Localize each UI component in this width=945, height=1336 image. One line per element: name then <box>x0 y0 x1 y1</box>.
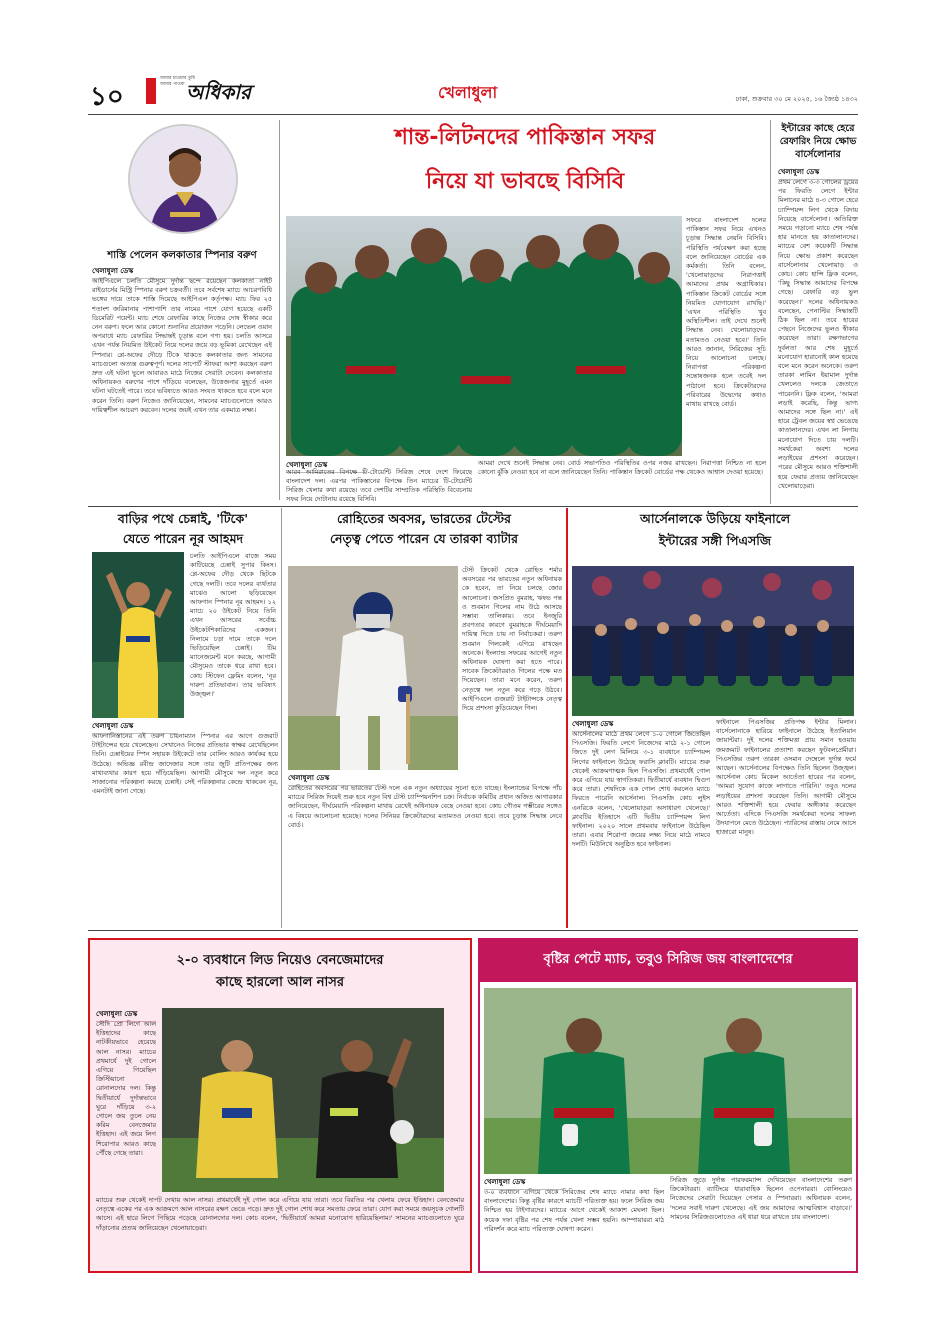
lead-side-body: সফরে বাংলাদেশ দলের পাকিস্তান সফর নিয়ে এখনও চূড়ান্ত সিদ্ধান্ত নেয়নি বিসিবি। পরিস্থিতি পর্যবেক্ষণ করা হচ্ছে বলে জানিয়েছেন বোর্ডের এক কর্মকর্তা। তিনি বলেন, 'খেলোয়াড়দের নিরাপত্তাই আমাদের প্রথম অগ্রাধিকার। পাকিস্তান ক্রিকেট বোর্ডের সঙ্গে নিয়মিত যোগাযোগ রাখছি।' 'এখন পরিস্থিতি খুব অস্থিতিশীল। তাই দেখে শুনেই সিদ্ধান্ত নেব। খেলোয়াড়দের মতামতও নেওয়া হবে।' তিনি আরও জানান, সিরিজের সূচি নিয়ে আলোচনা চলছে। নিরাপত্তা পরিকল্পনা সন্তোষজনক হলে তবেই দল পাঠানো হবে। ক্রিকেটারদের পরিবারের উদ্বেগের কথাও মাথায় রাখছে বোর্ড। <box>686 216 766 409</box>
alnassr-side-body: সৌদি প্রো লিগে আল ইত্তিহাদের কাছে নাটকীয়ভাবে হেরেছে আল নাসর। ম্যাচের প্রথমার্ধে দুই গোলে এগিয়ে গিয়েছিল ক্রিস্টিয়ানো রোনালদোর দল। কিন্তু দ্বিতীয়ার্ধে দুর্দান্তভাবে ঘুরে দাঁড়িয়ে ৩-২ গোলে জয় তুলে নেয় করিম বেনজেমার ইত্তিহাদ। এই জয়ে লিগ শিরোপার আরও কাছে পৌঁছে গেছে তারা। <box>96 1020 156 1157</box>
rohit-desk: খেলাধুলা ডেস্ক <box>288 772 378 786</box>
psg-body-right: ফাইনালে পিএসজির প্রতিপক্ষ ইন্টার মিলান। বার্সেলোনাকে হারিয়ে ফাইনালে উঠেছে ইতালিয়ান জায়ান্টরা। দুই দলের শক্তিমত্তা প্রায় সমান হওয়ায় জমজমাট ফাইনালের প্রত্যাশা করছেন ফুটবলপ্রেমীরা। পিএসজির তরুণ তারকা ওসমান দেম্বেলে দুর্দান্ত ফর্মে আছেন। আর্সেনালের বিপক্ষেও তিনি ছিলেন উজ্জ্বল। আর্সেনাল কোচ মিকেল আর্তেতা হারের পর বলেন, 'আমরা সুযোগ কাজে লাগাতে পারিনি।' তবুও দলের লড়াইয়ের প্রশংসা করেছেন তিনি। আগামী মৌসুমে আরও শক্তিশালী হয়ে ফেরার অঙ্গীকার করেছেন আর্তেতা। এদিকে পিএসজি সমর্থকেরা দলের সাফল্য উদযাপনে মেতে উঠেছেন। প্যারিসের রাস্তায় নেমে আসে হাজারো মানুষ। <box>716 718 856 837</box>
cricketer-portrait <box>130 126 238 234</box>
lead-bottom-body: আমরা দেখে শুনেই সিদ্ধান্ত নেব। বোর্ড সভাপতিও পরিস্থিতির ওপর নজর রাখছেন। নিরাপত্তা নিশ্চিত না হলে কোনো ঝুঁকি নেওয়া হবে না বলে জানিয়েছেন তিনি। পাকিস্তান ক্রিকেট বোর্ডের পক্ষ থেকেও আশ্বাস দেওয়া হয়েছে। <box>478 459 766 476</box>
batter-photo <box>288 566 458 770</box>
team-huddle-photo <box>286 216 682 456</box>
bowler-celebration-photo <box>92 552 184 718</box>
lead-photo <box>286 216 682 456</box>
noor-desk: খেলাধুলা ডেস্ক <box>92 720 178 734</box>
rohit-headline-1: রোহিতের অবসর, ভারতের টেস্টের <box>337 511 511 526</box>
team-celebration-photo <box>572 566 854 716</box>
psg-desk: খেলাধুলা ডেস্ক <box>572 718 710 732</box>
rohit-headline-2: নেতৃত্ব পেতে পারেন যে তারকা ব্যাটার <box>329 531 519 546</box>
alnassr-bottom-body: ম্যাচের শুরু থেকেই দাপট দেখায় আল নাসর। প্রথমার্ধেই দুই গোল করে এগিয়ে যায় তারা। তবে বিরতির পর খেলায় ফেরে ইত্তিহাদ। বেনজেমার নেতৃত্বে একের পর এক আক্রমণে আল নাসরের রক্ষণ ভেঙে পড়ে। দ্রুত দুই গোল শোধ করে সমতায় ফেরে তারা। যোগ করা সময়ে জয়সূচক গোলটি আসে। এই হারে লিগে পিছিয়ে পড়েছে রোনালদোর দল। কোচ বলেন, 'দ্বিতীয়ার্ধে আমরা মনোযোগ হারিয়েছিলাম।' সামনের ম্যাচগুলোতে ঘুরে দাঁড়ানোর প্রত্যয় জানিয়েছেন খেলোয়াড়েরা। <box>96 1196 464 1232</box>
alnassr-headline-1: ২-০ ব্যবধানে লিড নিয়েও বেনজেমাদের <box>176 953 384 968</box>
alnassr-photo <box>162 1008 444 1192</box>
rohit-side-body: টেস্ট ক্রিকেট থেকে রোহিত শর্মার অবসরের পর ভারতের নতুন অধিনায়ক কে হবেন, তা নিয়ে চলছে জোর আলোচনা। জসপ্রিত বুমরাহ, ঋষভ পন্ত ও শুবমান গিলের নাম উঠে আসছে সম্ভাব্য তালিকায়। তবে ইনজুরি প্রবণতার কারণে বুমরাহকে দীর্ঘমেয়াদি দায়িত্ব দিতে চায় না নির্বাচকরা। তরুণ শুবমান গিলকেই এগিয়ে রাখছেন অনেকে। ইংল্যান্ড সফরের আগেই নতুন অধিনায়ক ঘোষণা করা হতে পারে। সাবেক ক্রিকেটাররাও গিলের পক্ষে মত দিয়েছেন। তারা মনে করেন, তরুণ নেতৃত্বে দল নতুন করে গড়ে উঠবে। আইপিএলে গুজরাট টাইটান্সকে নেতৃত্ব দিয়ে প্রশংসা কুড়িয়েছেন গিল। <box>462 566 562 713</box>
rohit-bottom-body: রোহিতের অবসরের পর ভারতের টেস্ট দলে এক নতুন অধ্যায়ের সূচনা হতে যাচ্ছে। ইংল্যান্ডের বিপক্ষে পাঁচ ম্যাচের সিরিজ দিয়েই শুরু হবে নতুন বিশ্ব টেস্ট চ্যাম্পিয়নশিপ চক্র। নির্বাচক কমিটির প্রধান অজিত আগারকার জানিয়েছেন, দীর্ঘমেয়াদি পরিকল্পনা মাথায় রেখেই অধিনায়ক বেছে নেওয়া হবে। কোচ গৌতম গম্ভীরের সঙ্গেও এ বিষয়ে আলোচনা হয়েছে। দলের সিনিয়র ক্রিকেটারদের মতামতও নেওয়া হবে। তবে চূড়ান্ত সিদ্ধান্ত নেবে বোর্ড। <box>288 784 562 829</box>
profile-body: আইপিএলে চলতি মৌসুমে দুর্দান্ত ছন্দে রয়েছেন কলকাতা নাইট রাইডার্সের মিস্ট্রি স্পিনার বরুণ চক্রবর্তী। তবে সর্বশেষ ম্যাচে আচরণবিধি ভঙ্গের দায়ে তাকে শাস্তি দিয়েছে আইপিএল কর্তৃপক্ষ। ম্যাচ ফির ২৫ শতাংশ জরিমানার পাশাপাশি তার নামের পাশে যোগ হয়েছে একটি ডিমেরিট পয়েন্ট। ম্যাচ শেষে রেফারির কাছে নিজের দোষ স্বীকার করে নেন বরুণ। ফলে আর কোনো শুনানির প্রয়োজন পড়েনি। লেভেল ওয়ান অপরাধে ম্যাচ রেফারির সিদ্ধান্তই চূড়ান্ত বলে গণ্য হয়। চলতি আসরে এখন পর্যন্ত নিয়মিত উইকেট নিয়ে দলের জয়ে বড় ভূমিকা রেখেছেন এই স্পিনার। প্লে-অফের দৌড়ে টিকে থাকতে কলকাতার জন্য সামনের ম্যাচগুলো অত্যন্ত গুরুত্বপূর্ণ। দলের সাপোর্ট স্টাফরা আশা করছেন বরুণ দ্রুত এই ঘটনা ভুলে আবারও মাঠে নিজের সেরাটা দেবেন। কলকাতার অধিনায়কও বরুণের পাশে দাঁড়িয়ে বলেছেন, উত্তেজনার মুহূর্তে এমন ঘটনা ঘটতেই পারে। তবে ভবিষ্যতে আরও সংযত থাকতে হবে বলে মনে করেন তিনি। বরুণ নিজেও জানিয়েছেন, সামনের ম্যাচগুলোতে আরও দায়িত্বশীল আচরণ করবেন। দলের জয়ই এখন তার একমাত্র লক্ষ্য। <box>92 277 272 414</box>
psg-headline-2: ইন্টারের সঙ্গী পিএসজি <box>658 533 772 548</box>
noor-photo <box>92 552 184 718</box>
right-desk: খেলাধুলা ডেস্ক <box>778 166 858 180</box>
col-divider-4 <box>566 508 568 928</box>
row-divider-1 <box>88 506 858 507</box>
masthead-rule <box>88 114 858 115</box>
noor-bottom-body: আফগানিস্তানের এই তরুণ চায়নাম্যান স্পিনার এর আগে গুজরাট টাইটান্সের হয়ে খেলেছেন। সেখানেও নিজের প্রতিভার স্বাক্ষর রেখেছিলেন তিনি। চেন্নাইয়ের স্পিন সহায়ক উইকেটে তার বোলিং আরও কার্যকর হয়ে উঠেছে। অভিজ্ঞ রবীন্দ্র জাদেজার সঙ্গে তার জুটি প্রতিপক্ষের জন্য মাথাব্যথার কারণ হয়ে দাঁড়িয়েছিল। আগামী মৌসুমে দল নতুন করে সাজানোর পরিকল্পনা করছে চেন্নাই। সেই পরিকল্পনার কেন্দ্রে থাকবেন নূর, এমনটাই জানা গেছে। <box>92 732 278 796</box>
col-divider-2 <box>770 120 771 504</box>
bangladesh-headline: বৃষ্টির পেটে ম্যাচ, তবুও সিরিজ জয় বাংলাদেশের <box>543 952 793 967</box>
psg-body-left: আর্সেনালের মাঠে প্রথম লেগে ১-০ গোলে জিতেছিল পিএসজি। ফিরতি লেগে নিজেদের মাঠে ২-১ গোলে জিতে দুই লেগ মিলিয়ে ৩-১ ব্যবধানে চ্যাম্পিয়ন্স লিগের ফাইনালে উঠেছে ফরাসি ক্লাবটি। ম্যাচের শুরু থেকেই আক্রমণাত্মক ছিল পিএসজি। প্রথমার্ধেই গোল করে এগিয়ে যায় স্বাগতিকরা। দ্বিতীয়ার্ধে ব্যবধান দ্বিগুণ করে তারা। শেষদিকে এক গোল শোধ করলেও ম্যাচে ফিরতে পারেনি আর্সেনাল। পিএসজি কোচ লুইস এনরিকে বলেন, 'খেলোয়াড়রা অসাধারণ খেলেছে।' ক্লাবটির ইতিহাসে এটি দ্বিতীয় চ্যাম্পিয়ন্স লিগ ফাইনাল। ২০২০ সালে প্রথমবার ফাইনালে উঠেছিল তারা। এবার শিরোপা জয়ের লক্ষ্য নিয়ে মাঠে নামবে দলটি। মিউনিখে অনুষ্ঠিত হবে ফাইনাল। <box>572 730 710 849</box>
wicketkeepers-photo <box>484 988 852 1174</box>
lead-caption: আরব আমিরাতের বিপক্ষে টি-টোয়েন্টি সিরিজ শেষে দেশে ফিরেছে বাংলাদেশ দল। এরপর পাকিস্তানের বিপক্ষে তিন ম্যাচের টি-টোয়েন্টি সিরিজ খেলার কথা রয়েছে। তবে দেশটির সাম্প্রতিক পরিস্থিতি বিবেচনায় সফর নিয়ে দোটানায় রয়েছে বিসিবি। <box>286 468 472 503</box>
bangladesh-desk: খেলাধুলা ডেস্ক <box>484 1176 564 1190</box>
col-divider-3 <box>281 508 282 928</box>
noor-side-body: চলতি আইপিএলে বাজে সময় কাটিয়েছে চেন্নাই সুপার কিংস। প্লে-অফের দৌড় থেকে ছিটকে গেছে দলটি। তবে দলের ব্যর্থতার মাঝেও আলো ছড়িয়েছেন আফগান স্পিনার নূর আহমদ। ১২ ম্যাচে ২০ উইকেট নিয়ে তিনি এখন আসরের সর্বোচ্চ উইকেটশিকারিদের একজন। নিলামে চড়া দামে তাকে দলে ভিড়িয়েছিল চেন্নাই। টিম ম্যানেজমেন্ট মনে করছে, আগামী মৌসুমেও তাকে ধরে রাখা হবে। কোচ স্টিফেন ফ্লেমিং বলেন, 'নূর দারুণ প্রতিভাবান। তার ভবিষ্যৎ উজ্জ্বল।' <box>190 552 276 699</box>
dateline: ঢাকা, শুক্রবার ৩০ মে ২০২৫, ১৬ জ্যৈষ্ঠ ১৪৩২ <box>735 95 858 103</box>
logo <box>146 74 252 108</box>
alnassr-headline-2: কাছে হারলো আল নাসর <box>215 975 345 990</box>
logo-text: অধিকার <box>186 80 252 104</box>
profile-desk: খেলাধুলা ডেস্ক <box>92 265 272 279</box>
lead-headline-1: শান্ত-লিটনদের পাকিস্তান সফর <box>394 125 656 150</box>
profile-headline: শাস্তি পেলেন কলকাতার স্পিনার বরুণ <box>107 250 257 261</box>
logo-tagline: আমার চাওয়ার তুমি আমার পাওয়া <box>160 76 196 87</box>
bangladesh-body-left: ৩-০ ব্যবধানে এগিয়ে থেকে সিরিজের শেষ ম্যাচে নামার কথা ছিল বাংলাদেশের। কিন্তু বৃষ্টির কারণে ম্যাচটি পরিত্যক্ত হয়। ফলে সিরিজ জয় নিশ্চিত হয় টাইগারদের। ম্যাচের আগে থেকেই আকাশ মেঘলা ছিল। কয়েক দফা বৃষ্টির পর শেষ পর্যন্ত খেলা সম্ভব হয়নি। আম্পায়াররা মাঠ পরিদর্শন করে ম্যাচ পরিত্যক্ত ঘোষণা করেন। <box>484 1188 664 1233</box>
right-headline: ইন্টারের কাছে হেরে রেফারিং নিয়ে ক্ষোভ বার্সেলোনার <box>779 123 857 160</box>
lead-desk: খেলাধুলা ডেস্ক <box>286 459 366 473</box>
alnassr-desk: খেলাধুলা ডেস্ক <box>96 1008 156 1022</box>
footballers-photo <box>162 1008 444 1192</box>
bangladesh-body-right: সিরিজ জুড়ে দুর্দান্ত পারফরম্যান্স দেখিয়েছেন বাংলাদেশের তরুণ ক্রিকেটাররা। ব্যাটিংয়ে ধারাবাহিক ছিলেন ওপেনাররা। বোলিংয়েও নিজেদের সেরাটা দিয়েছেন পেসার ও স্পিনাররা। অধিনায়ক বলেন, 'দলের সবাই দারুণ খেলেছে। এই জয় আমাদের আত্মবিশ্বাস বাড়াবে।' সামনের সিরিজগুলোতেও এই ধারা ধরে রাখতে চায় বাংলাদেশ। <box>670 1176 852 1221</box>
psg-headline-1: আর্সেনালকে উড়িয়ে ফাইনালে <box>639 511 791 526</box>
bangladesh-photo <box>484 988 852 1174</box>
page-number: ১০ <box>90 82 124 112</box>
noor-headline-1: বাড়ির পথে চেন্নাই, 'টিকে' <box>117 511 249 526</box>
profile-photo <box>128 124 238 234</box>
psg-photo <box>572 566 854 716</box>
right-body: প্রথম লেগে ৩-৩ গোলের ড্রয়ের পর ফিরতি লেগে ইন্টার মিলানের মাঠে ৪-৩ গোলে হেরে চ্যাম্পিয়ন্স লিগ থেকে বিদায় নিয়েছে বার্সেলোনা। অতিরিক্ত সময়ে গড়ানো ম্যাচে শেষ পর্যন্ত হার মানতে হয় কাতালানদের। ম্যাচের বেশ কয়েকটি সিদ্ধান্ত নিয়ে ক্ষোভ প্রকাশ করেছেন বার্সেলোনার খেলোয়াড় ও কোচ। কোচ হান্সি ফ্লিক বলেন, 'কিছু সিদ্ধান্ত আমাদের বিপক্ষে গেছে। রেফারি বড় ভুল করেছেন।' দলের অধিনায়কও বলেছেন, পেনাল্টির সিদ্ধান্তটি ঠিক ছিল না। তবে হারের পেছনে নিজেদের ভুলও স্বীকার করেছেন তারা। রক্ষণভাগের দুর্বলতা আর শেষ মুহূর্তে মনোযোগ হারানোই কাল হয়েছে বলে মনে করেন অনেকে। তরুণ তারকা লামিন ইয়ামাল দুর্দান্ত খেললেও দলকে জেতাতে পারেননি। ফ্লিক বলেন, 'আমরা লড়াই করেছি, কিন্তু ভাগ্য আমাদের সঙ্গে ছিল না।' এই হারে ট্রেবল জয়ের স্বপ্ন ভেঙেছে কাতালানদের। এখন লা লিগায় মনোযোগ দিতে চায় দলটি। সমর্থকেরা অবশ্য দলের লড়াইয়ের প্রশংসা করেছেন। পরের মৌসুমে আরও শক্তিশালী হয়ে ফেরার প্রত্যয় জানিয়েছেন খেলোয়াড়েরা। <box>778 178 858 490</box>
section-title: খেলাধুলা <box>438 83 498 102</box>
masthead <box>88 70 858 114</box>
rohit-photo <box>288 566 458 770</box>
col-divider-1 <box>279 120 280 500</box>
lead-headline-2: নিয়ে যা ভাবছে বিসিবি <box>425 169 625 194</box>
row-divider-2 <box>88 930 858 931</box>
noor-headline-2: যেতে পারেন নূর আহমদ <box>122 531 244 546</box>
